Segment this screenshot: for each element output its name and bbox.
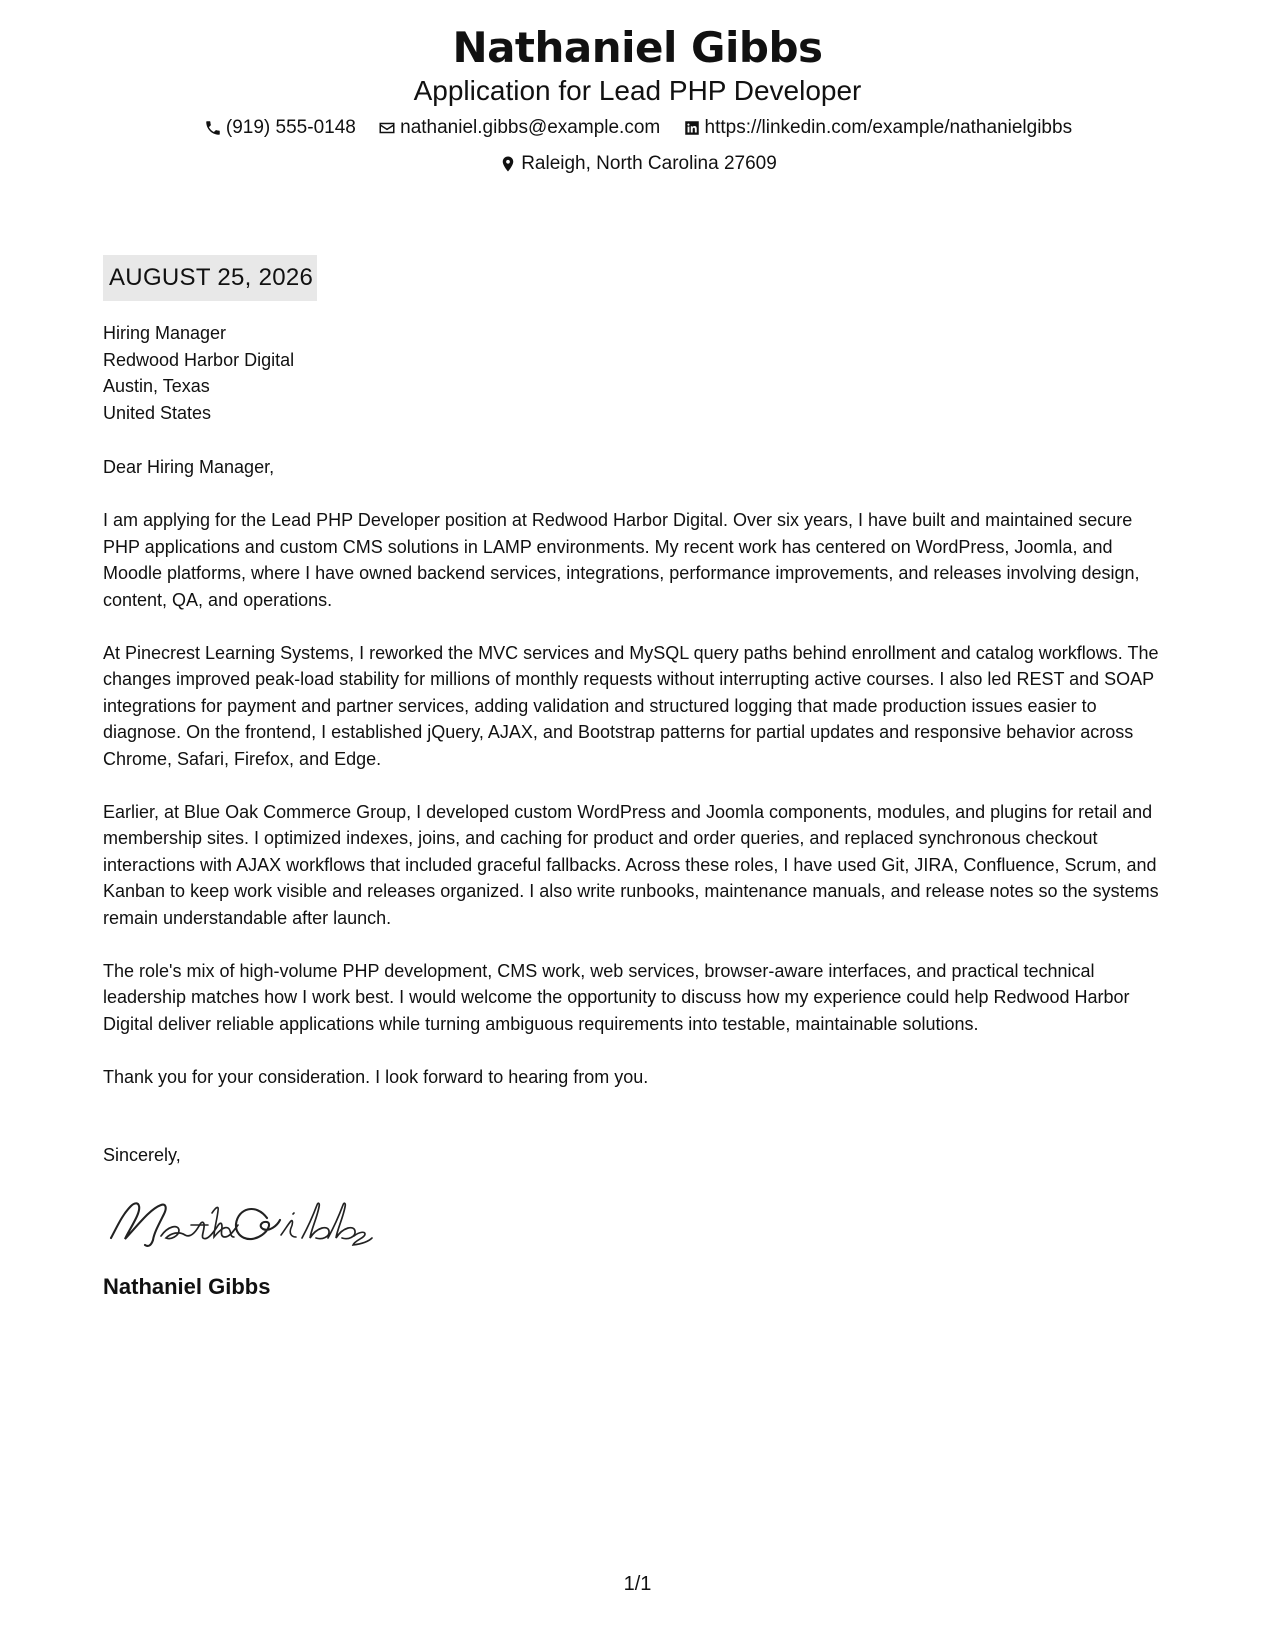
linkedin-url: https://linkedin.com/example/nathanielgibbs [704,117,1073,138]
phone-icon [203,118,223,138]
email-contact [377,112,660,144]
salutation: Dear Hiring Manager, [103,457,275,477]
letter-header [0,22,1275,184]
recipient-company: Redwood Harbor Digital [103,349,295,370]
map-pin-icon [498,154,518,174]
email-address: nathaniel.gibbs@example.com [400,117,661,138]
body-paragraph-4: The role's mix of high-volume PHP development, CMS work, web services, browser-aware interfaces, and practical technical leadership matches how I work best. I would welcome the opportunity to discuss how my experience could help Redwood Harbor Digital deliver reliable applications while turning ambiguous requirements into testable, maintainable solutions. [103,960,1130,1034]
closing-salutation: Sincerely, [103,1145,181,1165]
body-paragraph-2: At Pinecrest Learning Systems, I reworked the MVC services and MySQL query paths behind enrollment and catalog workflows. The changes improved peak-load stability for millions of monthly requests without interrupting active courses. I also led REST and SOAP integrations for payment and partner services, adding validation and structured logging that made production issues easier to diagnose. On the frontend, I established jQuery, AJAX, and Bootstrap patterns for partial updates and responsive behavior across Chrome, Safari, Firefox, and Edge. [103,642,1159,769]
page-number: 1/1 [623,1573,652,1595]
handwritten-signature [103,1193,373,1249]
recipient-city-state: Austin, Texas [103,376,210,396]
linkedin-contact [682,112,1073,144]
body-paragraph-3: Earlier, at Blue Oak Commerce Group, I developed custom WordPress and Joomla components, modules, and plugins for retail and membership sites. I optimized indexes, joins, and caching for product and order queries, and replaced synchronous checkout interactions with AJAX workflows that included graceful fallbacks. Across these roles, I have used Git, JIRA, Confluence, Scrum, and Kanban to keep work visible and releases organized. I also write runbooks, maintenance manuals, and release notes so the systems remain understandable after launch. [103,801,1159,928]
application-title: Application for Lead PHP Developer [413,75,862,106]
location-text: Raleigh, North Carolina 27609 [521,153,777,174]
envelope-icon [377,118,397,138]
body-paragraph-1: I am applying for the Lead PHP Developer position at Redwood Harbor Digital. Over six years, I have built and maintained secure PHP applications and custom CMS solutions in LAMP environments. My recent work has centered on WordPress, Joomla, and Moodle platforms, where I have owned backend services, integrations, performance improvements, and releases involving design, content, QA, and operations. [103,510,1140,610]
signer-name: Nathaniel Gibbs [103,1273,271,1299]
recipient-country: United States [103,402,212,423]
phone-number: (919) 555-0148 [225,117,356,138]
recipient-title: Hiring Manager [103,323,227,343]
applicant-name: Nathaniel Gibbs [452,23,823,72]
contact-line-location [0,148,1275,184]
thank-you-paragraph: Thank you for your consideration. I look forward to hearing from you. [103,1066,649,1087]
recipient-block [103,320,1173,426]
location-contact [498,148,777,180]
letter-content [103,320,1173,1302]
letter-date: AUGUST 25, 2026 [103,255,317,301]
phone-contact [203,112,356,144]
linkedin-icon [682,118,702,138]
contact-line-primary [0,112,1275,148]
